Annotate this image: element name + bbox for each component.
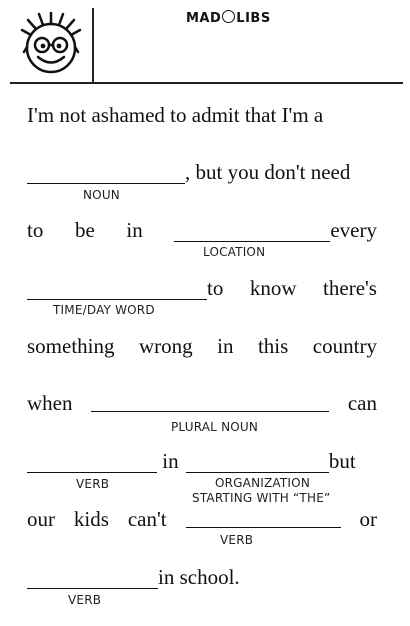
story-word: every [330, 218, 377, 242]
verb-hint-3: VERB [68, 593, 102, 607]
verb-hint-1: VERB [76, 477, 110, 491]
organization-hint: ORGANIZATION [215, 476, 310, 490]
time-day-word-blank[interactable] [27, 279, 207, 300]
story-word: our [27, 507, 55, 531]
story-word: know [249, 276, 297, 300]
location-blank[interactable] [174, 221, 330, 242]
story-word: be [74, 218, 95, 242]
logo-face-icon [222, 10, 235, 23]
location-hint: LOCATION [203, 245, 266, 259]
noun-blank[interactable] [27, 163, 185, 184]
logo-text-left: MAD [186, 11, 222, 26]
plural-noun-hint: PLURAL NOUN [171, 420, 259, 434]
verb-hint-2: VERB [220, 533, 254, 547]
time-day-word-hint: TIME/DAY WORD [53, 303, 155, 317]
story-line-7 [27, 449, 377, 473]
story-word: can [347, 391, 377, 415]
verb-blank-3[interactable] [27, 568, 158, 589]
mad-libs-logo [186, 10, 271, 26]
story-word: to [27, 218, 44, 242]
plural-noun-blank[interactable] [91, 391, 329, 412]
header-divider [92, 8, 94, 82]
story-word: when [27, 391, 73, 415]
story-word: wrong [138, 334, 193, 358]
story-text: in school. [158, 565, 240, 589]
story-word: kids [73, 507, 109, 531]
organization-blank[interactable] [186, 452, 329, 473]
logo-text-right: LIBS [236, 11, 271, 26]
story-word: in [126, 218, 143, 242]
header-rule [10, 82, 403, 84]
story-text: I'm not ashamed to admit that I'm a [27, 103, 324, 127]
story-word: in [217, 334, 234, 358]
organization-hint-line-2: STARTING WITH “THE” [192, 491, 331, 505]
noun-hint: NOUN [83, 188, 120, 202]
story-word: can't [127, 507, 167, 531]
story-line-8 [27, 507, 377, 531]
story-line-9 [27, 565, 377, 589]
story-line-2 [27, 160, 377, 184]
cartoon-face-icon [14, 8, 88, 78]
story-line-3 [27, 218, 377, 242]
verb-blank-1[interactable] [27, 452, 157, 473]
story-line-6 [27, 391, 377, 415]
story-line-5 [27, 334, 377, 358]
story-word: to [207, 276, 224, 300]
story-word: in [162, 449, 179, 473]
story-word: there's [323, 276, 377, 300]
story-word: this [257, 334, 289, 358]
story-word: country [312, 334, 377, 358]
story-line-1 [27, 103, 377, 127]
story-text: , but you don't need [185, 160, 351, 184]
story-word: something [27, 334, 115, 358]
story-word: or [359, 507, 377, 531]
story-line-4 [27, 276, 377, 300]
story-word: but [328, 449, 356, 473]
verb-blank-2[interactable] [186, 507, 341, 528]
